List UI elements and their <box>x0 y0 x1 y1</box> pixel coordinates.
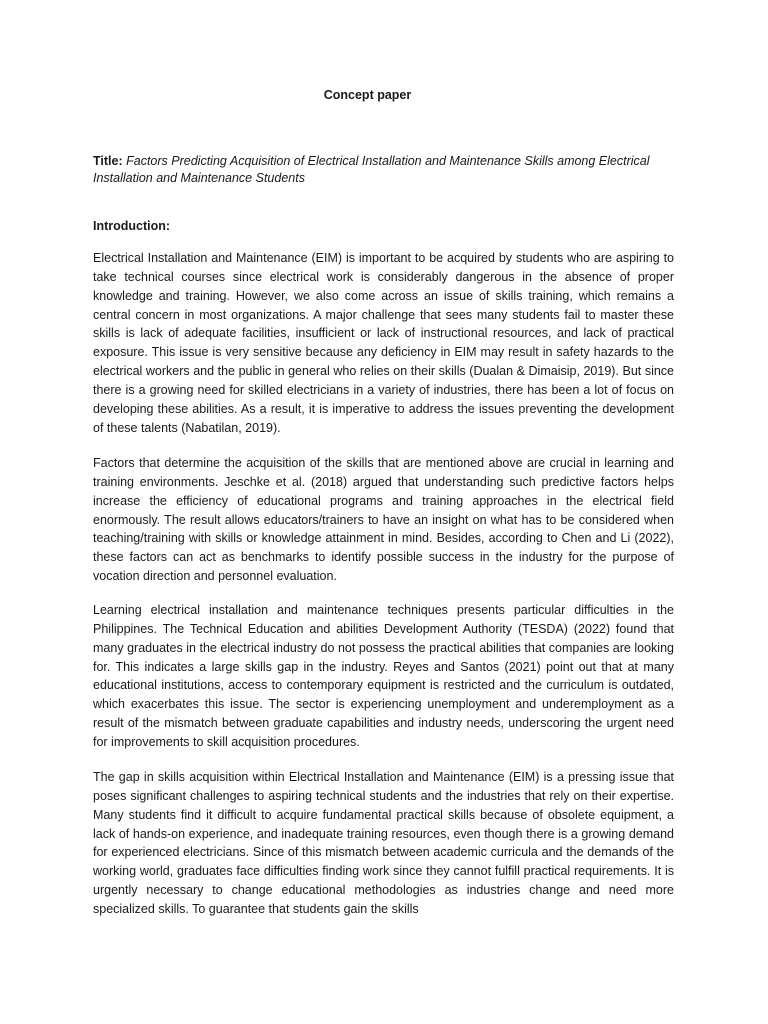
document-heading: Concept paper <box>323 88 412 102</box>
title-block <box>93 153 674 186</box>
paragraph-1: Electrical Installation and Maintenance (EIM) is important to be acquired by students who are aspiring to take technical courses since electrical work is considerably dangerous in the absence of proper knowledge and training. However, we also come across an issue of skills training, which remains a central concern in most organizations. A major challenge that sees many students fail to master these skills is lack of adequate facilities, insufficient or lack of instructional resources, and lack of practical exposure. This issue is very sensitive because any deficiency in EIM may result in safety hazards to the electrical workers and the public in general who relies on their skills (Dualan & Dimaisip, 2019). But since there is a growing need for skilled electricians in a variety of industries, there has been a lot of focus on developing these abilities. As a result, it is imperative to address the issues preventing the development of these talents (Nabatilan, 2019). <box>93 251 674 435</box>
paragraph-2: Factors that determine the acquisition of the skills that are mentioned above are crucial in learning and training environments. Jeschke et al. (2018) argued that understanding such predictive factors helps increase the efficiency of educational programs and training approaches in the electrical field enormously. The result allows educators/trainers to have an insight on what has to be considered when teaching/training with skills or knowledge attainment in mind. Besides, according to Chen and Li (2022), these factors can act as benchmarks to identify possible success in the industry for the purpose of vocation direction and personnel evaluation. <box>93 456 674 584</box>
paragraph-3: Learning electrical installation and maintenance techniques presents particular difficulties in the Philippines. The Technical Education and abilities Development Authority (TESDA) (2022) found that many graduates in the electrical industry do not possess the practical abilities that companies are looking for. This indicates a large skills gap in the industry. Reyes and Santos (2021) point out that at many educational institutions, access to contemporary equipment is restricted and the curriculum is outdated, which exacerbates this issue. The sector is experiencing unemployment and underemployment as a result of the mismatch between graduate capabilities and industry needs, underscoring the urgent need for improvements to skill acquisition procedures. <box>93 603 674 749</box>
title-text: Factors Predicting Acquisition of Electrical Installation and Maintenance Skills among Electrical Installation and Maintenance Students <box>93 154 650 185</box>
introduction-heading: Introduction: <box>93 219 171 233</box>
title-label: Title: <box>93 154 123 168</box>
paragraph-4: The gap in skills acquisition within Electrical Installation and Maintenance (EIM) is a pressing issue that poses significant challenges to aspiring technical students and the industries that rely on their expertise. Many students find it difficult to acquire fundamental practical skills because of obsolete equipment, a lack of hands-on experience, and inadequate training resources, even though there is a growing demand for experienced electricians. Since of this mismatch between academic curricula and the demands of the working world, graduates face difficulties finding work since they cannot fulfill practical requirements. It is urgently necessary to change educational methodologies as industries change and need more specialized skills. To guarantee that students gain the skills <box>93 770 674 916</box>
